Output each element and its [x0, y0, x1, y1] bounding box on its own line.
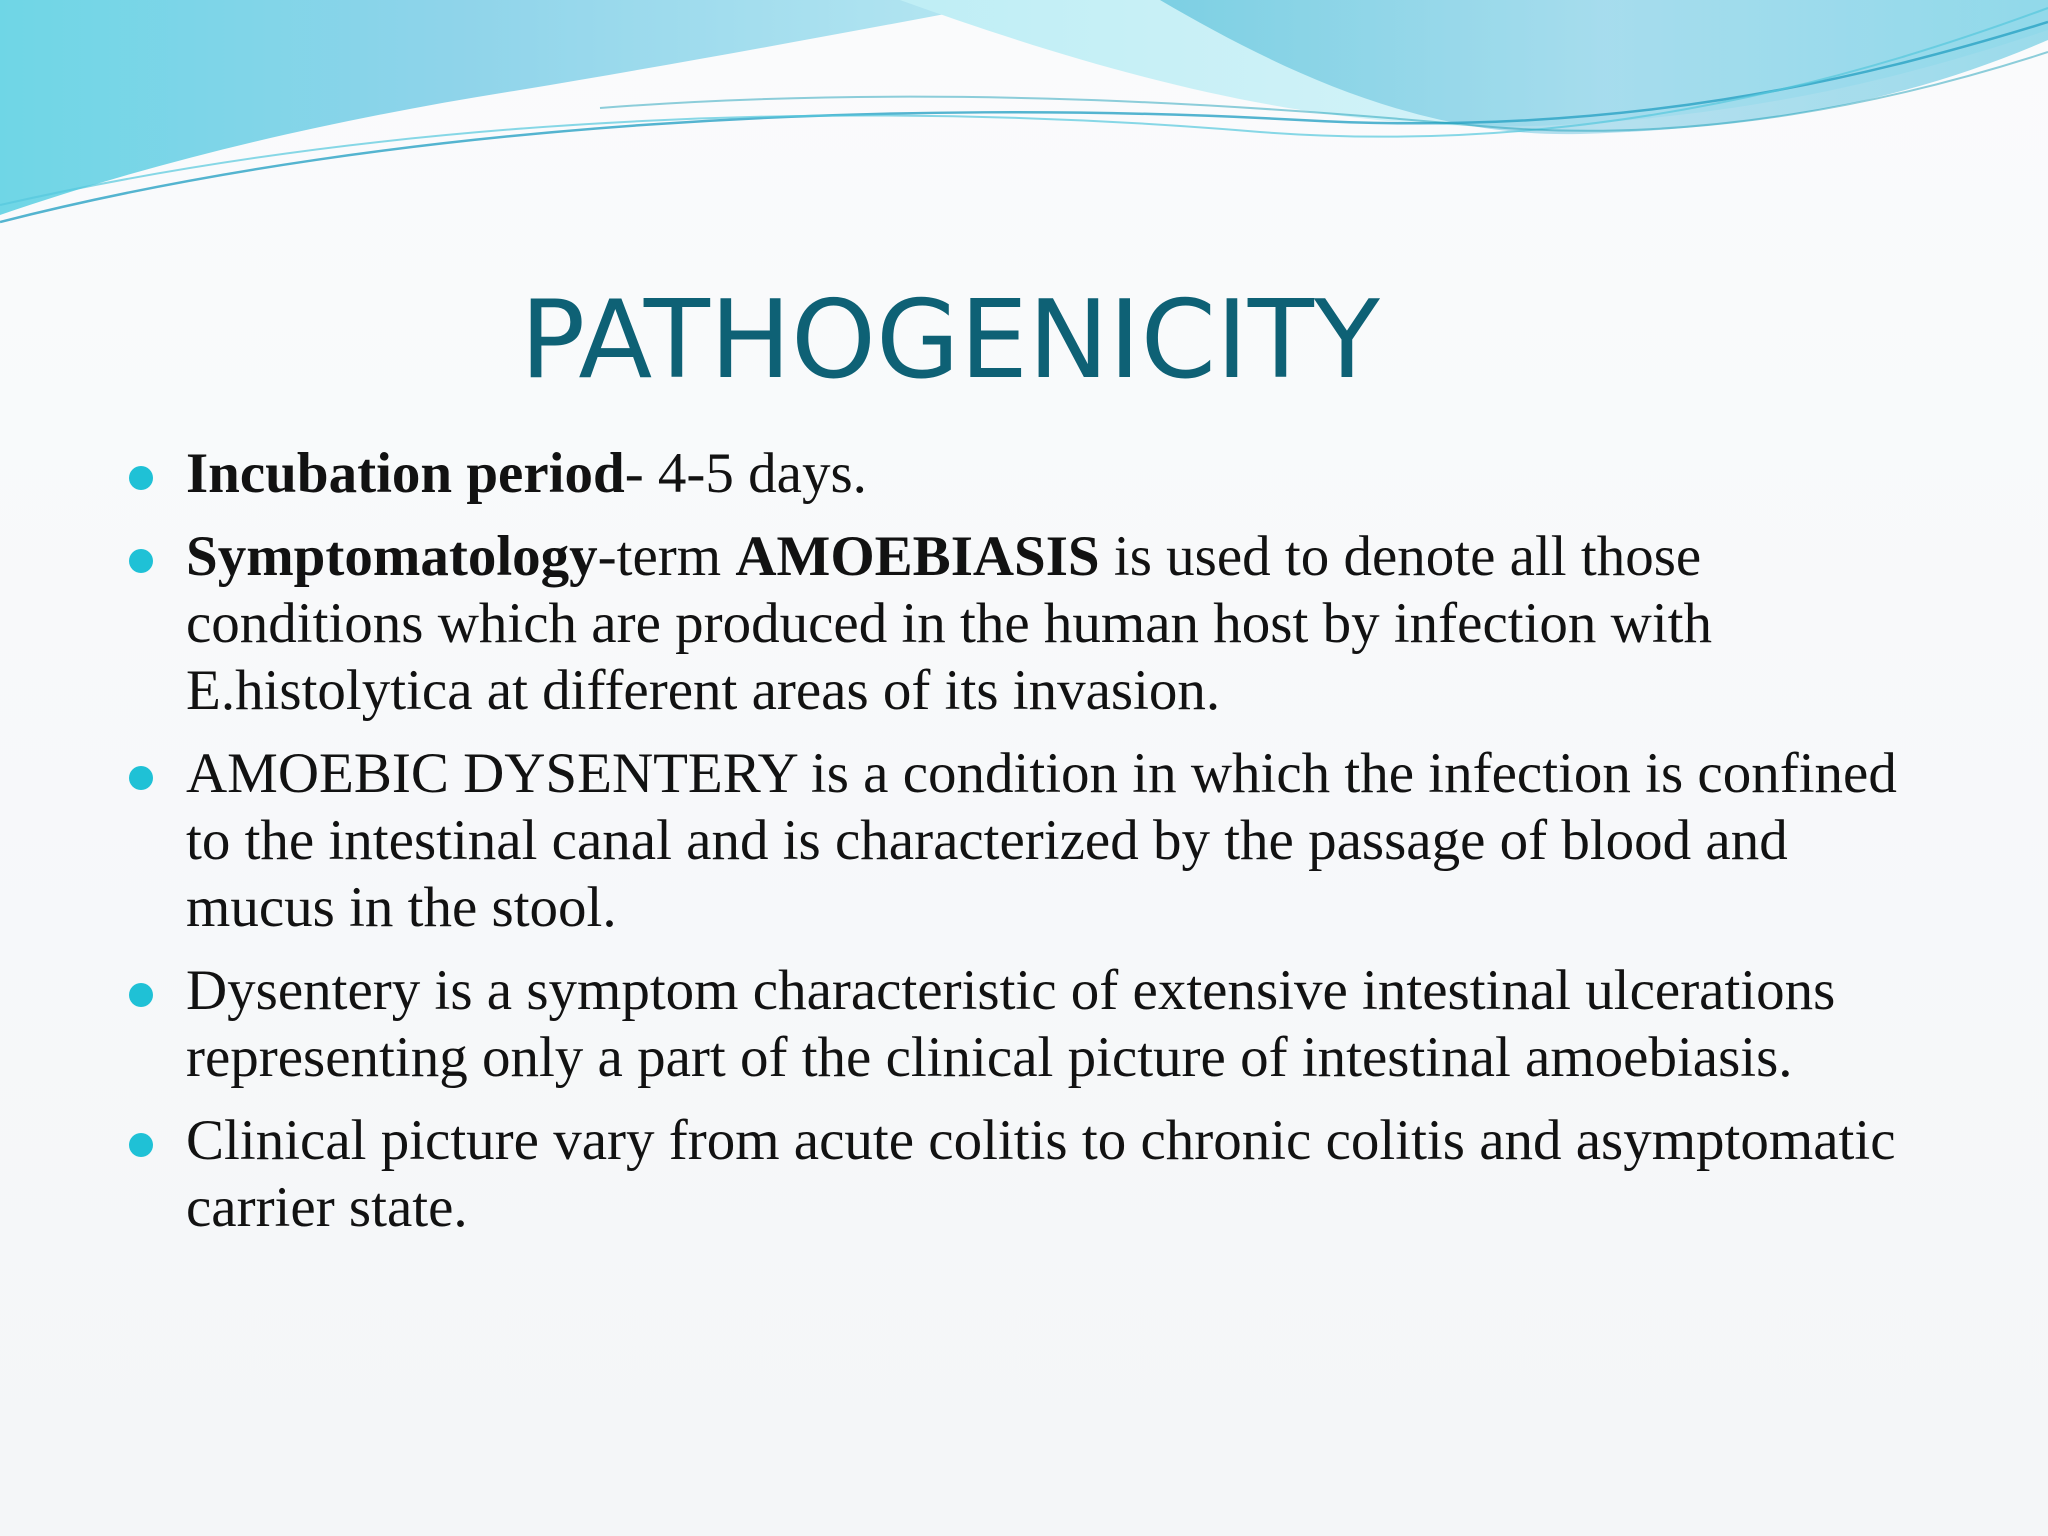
bullet-item	[0, 523, 1906, 724]
bullet-text: - 4-5 days.	[624, 442, 867, 505]
bullet-dot-icon	[129, 766, 153, 790]
bullet-term: Incubation period	[186, 442, 625, 505]
header-wave-decoration	[0, 0, 2048, 240]
bullet-text: Dysentery is a symptom characteristic of extensive intestinal ulcerations representing only a part of the clinical picture of intestinal amoebiasis.	[186, 959, 1836, 1089]
slide-title: PATHOGENICITY	[520, 278, 1380, 403]
bullet-dot-icon	[129, 466, 153, 490]
bullet-text: -term	[597, 525, 736, 588]
bullet-term: Symptomatology	[186, 525, 598, 588]
bullet-item	[0, 740, 1906, 941]
bullet-item	[0, 957, 1906, 1091]
bullet-dot-icon	[129, 1133, 153, 1157]
bullet-item	[0, 440, 1906, 507]
bullet-text: Clinical picture vary from acute colitis to chronic colitis and asymptomatic carrier state.	[186, 1109, 1896, 1239]
bullet-text: AMOEBIC DYSENTERY is a condition in which the infection is confined to the intestinal canal and is characterized by the passage of blood and mucus in the stool.	[186, 742, 1897, 939]
bullet-list	[0, 440, 2048, 1257]
bullet-dot-icon	[129, 983, 153, 1007]
bullet-item	[0, 1107, 1906, 1241]
bullet-text: is used to denote all those conditions which are produced in the human host by infection with E.histolytica at different areas of its invasion.	[186, 525, 1713, 722]
bullet-dot-icon	[129, 549, 153, 573]
bullet-term: AMOEBIASIS	[735, 525, 1100, 588]
